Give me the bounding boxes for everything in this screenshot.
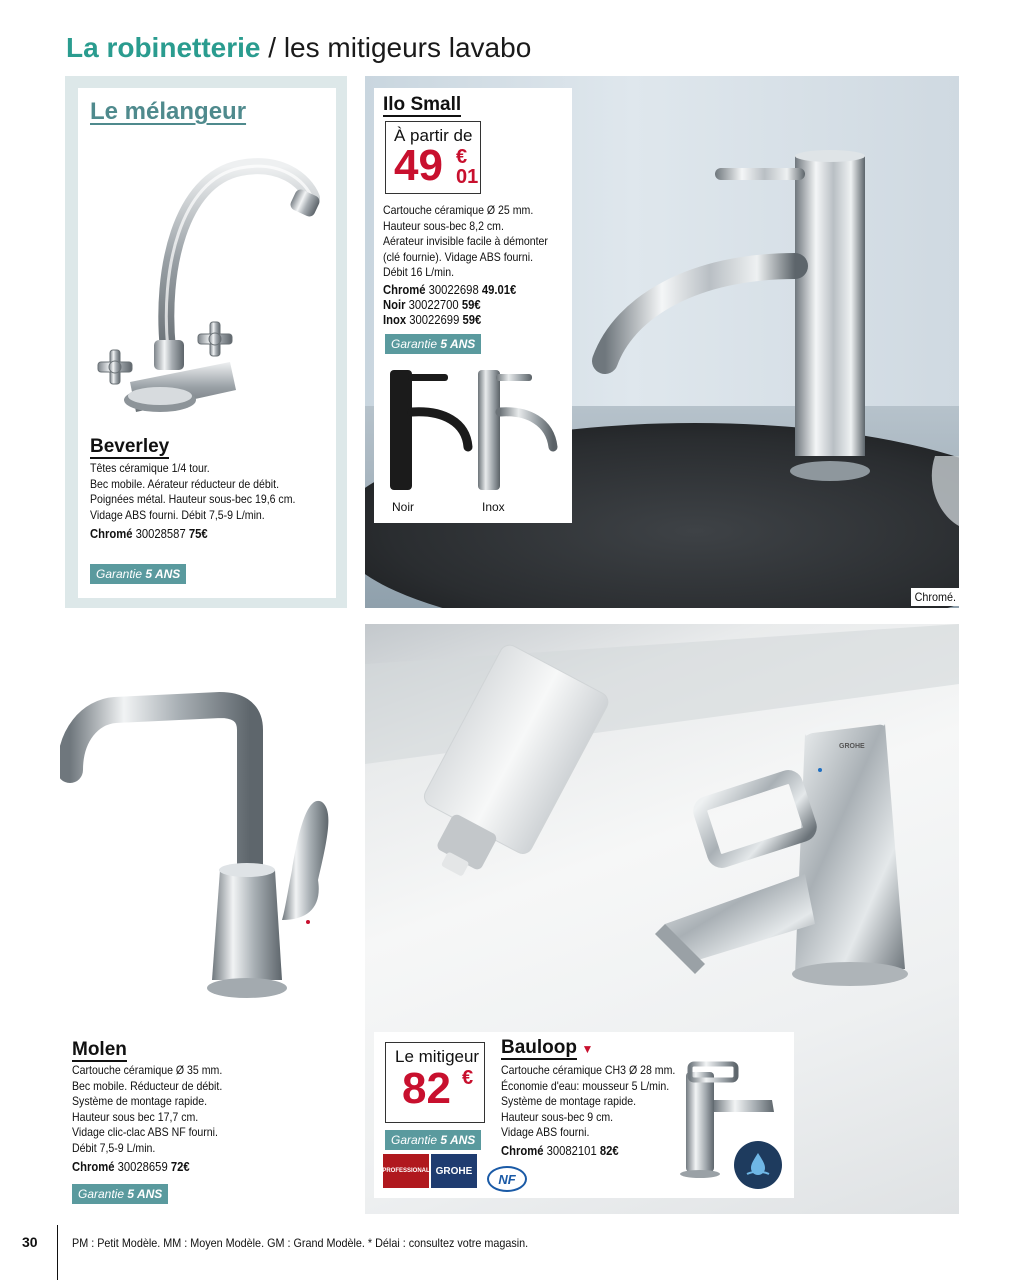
ilo-ref-noir xyxy=(383,298,481,313)
warranty-value: 5 ANS xyxy=(145,567,181,581)
warranty-prefix: Garantie xyxy=(78,1187,125,1201)
molen-description xyxy=(72,1063,327,1156)
ilo-variants-image xyxy=(378,362,568,497)
subcategory-title: les mitigeurs lavabo xyxy=(283,32,532,63)
desc-line: Aérateur invisible facile à démonter xyxy=(383,234,548,248)
ref-price: 72€ xyxy=(170,1160,190,1174)
new-marker-icon: ▼ xyxy=(581,1042,594,1056)
footer-divider xyxy=(57,1225,58,1280)
page-number: 30 xyxy=(22,1234,38,1250)
ref-code: 30028587 xyxy=(135,527,186,541)
section-heading: Le mélangeur xyxy=(90,98,247,125)
desc-line: Hauteur sous bec 17,7 cm. xyxy=(72,1109,199,1124)
desc-line: Système de montage rapide. xyxy=(501,1094,637,1108)
desc-line: Poignées métal. Hauteur sous-bec 19,6 cm. xyxy=(90,492,296,506)
ref-price: 59€ xyxy=(462,313,482,327)
beverley-ref xyxy=(90,527,208,542)
beverley-description xyxy=(90,461,345,523)
page-title xyxy=(66,32,531,64)
ref-finish: Noir xyxy=(383,298,406,312)
ref-price: 82€ xyxy=(599,1144,619,1158)
title-separator: / xyxy=(260,32,284,63)
bauloop-ref xyxy=(501,1144,619,1159)
molen-ref xyxy=(72,1160,190,1175)
grohe-mark: GROHE xyxy=(839,743,865,750)
inox-faucet xyxy=(478,370,553,490)
warranty-value: 5 ANS xyxy=(127,1187,163,1201)
bauloop-title-row xyxy=(501,1038,593,1058)
professional-logo: PROFESSIONAL xyxy=(383,1154,429,1188)
ref-code: 30082101 xyxy=(546,1144,597,1158)
ilo-price-box xyxy=(385,121,481,194)
warranty-value: 5 ANS xyxy=(440,1133,476,1147)
warranty-prefix: Garantie xyxy=(391,337,438,351)
desc-line: Vidage clic-clac ABS NF fourni. xyxy=(72,1125,218,1139)
noir-faucet xyxy=(390,370,468,490)
ref-code: 30022698 xyxy=(428,283,479,297)
desc-line: Cartouche céramique CH3 Ø 28 mm. xyxy=(501,1063,676,1077)
warranty-badge xyxy=(385,334,481,354)
nf-logo: NF xyxy=(487,1166,527,1192)
ref-finish: Chromé xyxy=(72,1160,115,1174)
bauloop-price-box xyxy=(385,1042,485,1123)
warranty-prefix: Garantie xyxy=(391,1133,438,1147)
desc-line: Vidage ABS fourni. Débit 7,5-9 L/min. xyxy=(90,507,265,522)
price-prefix: À partir de xyxy=(394,126,473,145)
ref-code: 30022699 xyxy=(409,313,460,327)
molen-faucet-image xyxy=(60,690,340,1020)
product-name-bauloop: Bauloop xyxy=(501,1037,577,1058)
ref-price: 49.01€ xyxy=(481,283,517,297)
desc-line: Économie d'eau: mousseur 5 L/min. xyxy=(501,1078,670,1093)
desc-line: Vidage ABS fourni. xyxy=(501,1125,590,1139)
price-whole: 82 xyxy=(402,1064,451,1113)
price-prefix: Le mitigeur xyxy=(395,1047,480,1066)
desc-line: Bec mobile. Réducteur de débit. xyxy=(72,1078,223,1093)
water-saving-icon xyxy=(734,1141,782,1189)
ilo-description xyxy=(383,203,568,281)
desc-line: Hauteur sous-bec 8,2 cm. xyxy=(383,218,504,233)
ref-code: 30028659 xyxy=(117,1160,168,1174)
desc-line: Débit 7,5-9 L/min. xyxy=(72,1140,156,1155)
desc-line: Débit 16 L/min. xyxy=(383,265,455,279)
ref-finish: Chromé xyxy=(90,527,133,541)
photo-caption: Chromé. xyxy=(911,588,960,606)
variant-label-inox: Inox xyxy=(482,500,505,514)
price-currency: € xyxy=(462,1067,474,1089)
warranty-badge xyxy=(90,564,186,584)
product-name-beverley: Beverley xyxy=(90,436,170,457)
desc-line: Hauteur sous-bec 9 cm. xyxy=(501,1109,614,1124)
ilo-ref-chrome xyxy=(383,283,516,298)
warranty-prefix: Garantie xyxy=(96,567,143,581)
bauloop-description xyxy=(501,1063,677,1141)
ilo-ref-inox xyxy=(383,313,481,328)
price-cents: 01 xyxy=(456,166,479,188)
warranty-value: 5 ANS xyxy=(440,337,476,351)
category-title: La robinetterie xyxy=(66,32,261,63)
beverley-faucet-image xyxy=(90,150,330,430)
footer-note: PM : Petit Modèle. MM : Moyen Modèle. GM : Grand Modèle. * Délai : consultez votre magasin. xyxy=(72,1236,529,1250)
desc-line: Système de montage rapide. xyxy=(72,1094,208,1108)
ref-price: 75€ xyxy=(188,527,208,541)
ref-code: 30022700 xyxy=(408,298,459,312)
warranty-badge xyxy=(72,1184,168,1204)
price-whole: 49 xyxy=(394,141,443,190)
grohe-logo: GROHE xyxy=(431,1154,477,1188)
desc-line: Cartouche céramique Ø 25 mm. xyxy=(383,203,534,217)
warranty-badge xyxy=(385,1130,481,1150)
water-drop-icon xyxy=(743,1150,773,1180)
price-currency: € xyxy=(456,146,468,168)
product-name-ilo-small: Ilo Small xyxy=(383,94,462,115)
variant-label-noir: Noir xyxy=(392,500,415,514)
desc-line: (clé fournie). Vidage ABS fourni. xyxy=(383,249,534,264)
ref-finish: Chromé xyxy=(383,283,426,297)
ref-finish: Chromé xyxy=(501,1144,544,1158)
desc-line: Cartouche céramique Ø 35 mm. xyxy=(72,1063,223,1077)
ref-finish: Inox xyxy=(383,313,407,327)
desc-line: Têtes céramique 1/4 tour. xyxy=(90,461,210,475)
ref-price: 59€ xyxy=(461,298,481,312)
product-name-molen: Molen xyxy=(72,1039,127,1060)
desc-line: Bec mobile. Aérateur réducteur de débit. xyxy=(90,476,280,491)
